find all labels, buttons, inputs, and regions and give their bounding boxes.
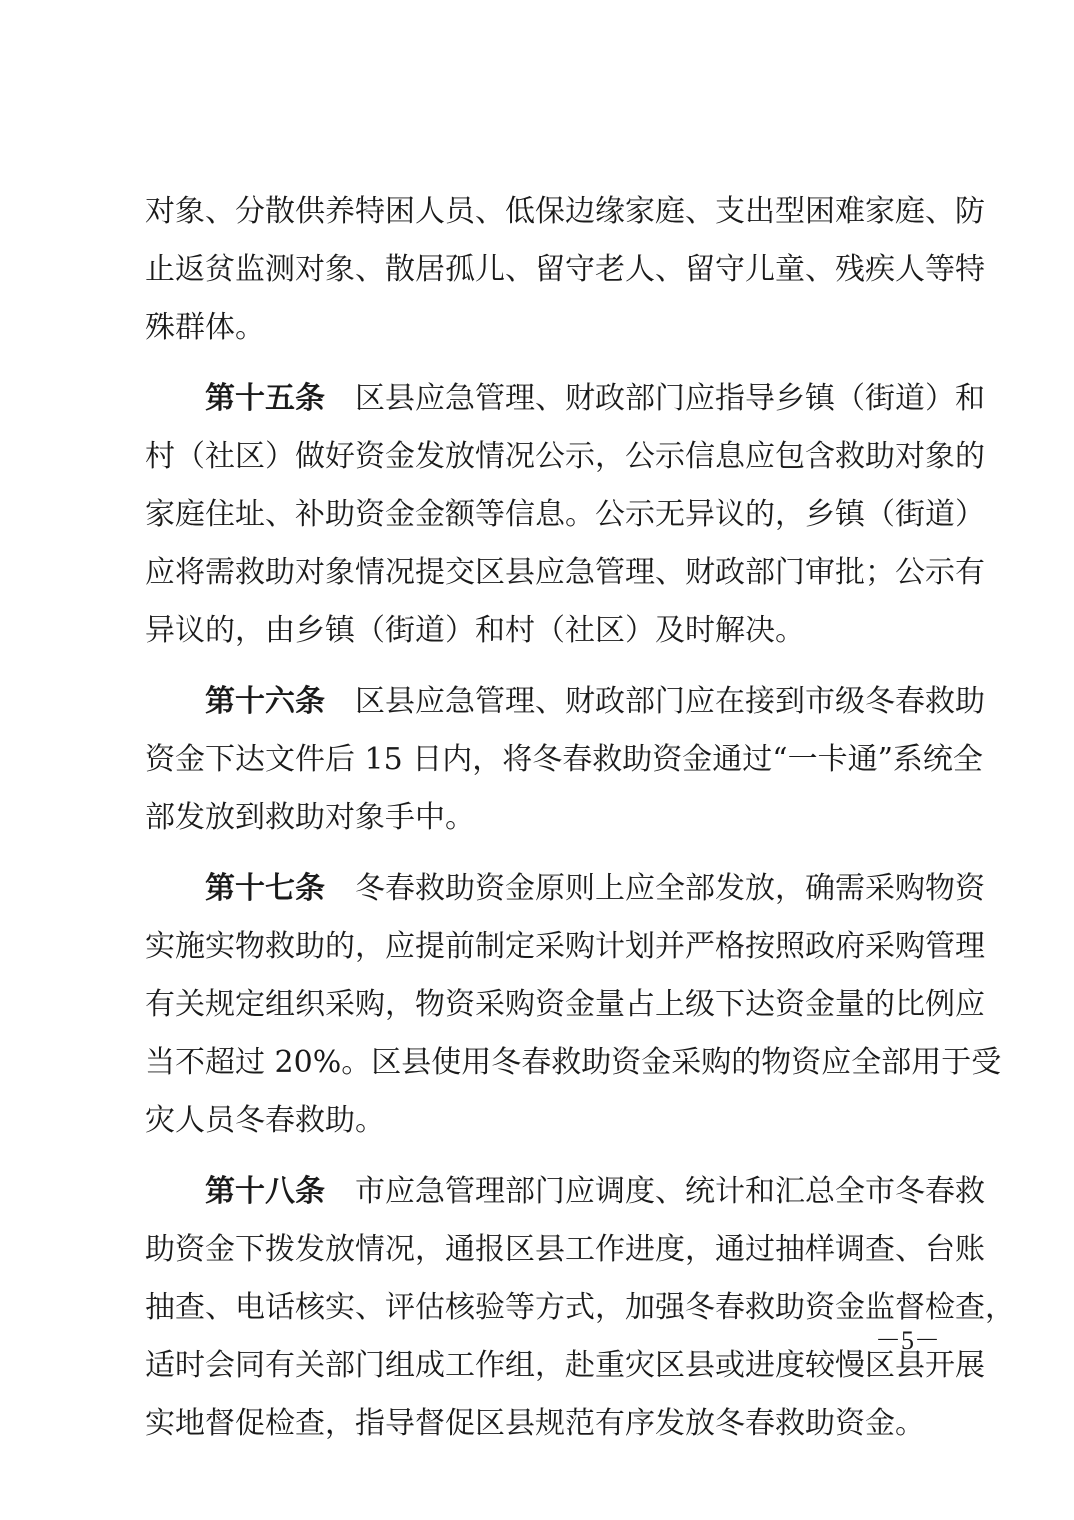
text-line — [145, 370, 985, 428]
text-line — [145, 1163, 985, 1221]
article-first-line: 区县应急管理、财政部门应指导乡镇（街道）和 — [355, 381, 985, 416]
text-line: 止返贫监测对象、散居孤儿、留守老人、留守儿童、残疾人等特 — [145, 252, 985, 287]
text-line: 异议的，由乡镇（街道）和村（社区）及时解决。 — [145, 613, 805, 648]
page-number: －5－ — [874, 1326, 940, 1355]
paragraph-article-15 — [145, 370, 985, 660]
document-body — [145, 183, 1015, 1453]
text-line: 当不超过 20%。区县使用冬春救助资金采购的物资应全部用于受 — [145, 1045, 1002, 1080]
paragraph-continuation — [145, 183, 985, 357]
text-line — [145, 860, 985, 918]
text-line — [145, 673, 985, 731]
paragraph-article-17 — [145, 860, 1002, 1150]
article-first-line: 区县应急管理、财政部门应在接到市级冬春救助 — [355, 684, 985, 719]
text-line: 应将需救助对象情况提交区县应急管理、财政部门审批；公示有 — [145, 555, 985, 590]
text-line: 实地督促检查，指导督促区县规范有序发放冬春救助资金。 — [145, 1406, 925, 1441]
text-line: 资金下达文件后 15 日内，将冬春救助资金通过“一卡通”系统全 — [145, 742, 983, 777]
text-line: 适时会同有关部门组成工作组，赴重灾区县或进度较慢区县开展 — [145, 1348, 985, 1383]
text-line: 家庭住址、补助资金金额等信息。公示无异议的，乡镇（街道） — [145, 497, 985, 532]
text-line: 对象、分散供养特困人员、低保边缘家庭、支出型困难家庭、防 — [145, 194, 985, 229]
article-heading: 第十六条 — [205, 684, 325, 719]
text-line: 实施实物救助的，应提前制定采购计划并严格按照政府采购管理 — [145, 929, 985, 964]
text-line: 有关规定组织采购，物资采购资金量占上级下达资金量的比例应 — [145, 987, 985, 1022]
paragraph-article-18 — [145, 1163, 1015, 1453]
article-first-line: 冬春救助资金原则上应全部发放，确需采购物资 — [355, 871, 985, 906]
text-line: 村（社区）做好资金发放情况公示，公示信息应包含救助对象的 — [145, 439, 985, 474]
text-line: 助资金下拨发放情况，通报区县工作进度，通过抽样调查、台账 — [145, 1232, 985, 1267]
paragraph-article-16 — [145, 673, 985, 847]
article-heading: 第十八条 — [205, 1174, 325, 1209]
article-heading: 第十五条 — [205, 381, 325, 416]
article-first-line: 市应急管理部门应调度、统计和汇总全市冬春救 — [355, 1174, 985, 1209]
text-line: 部发放到救助对象手中。 — [145, 800, 475, 835]
article-heading: 第十七条 — [205, 871, 325, 906]
text-line: 灾人员冬春救助。 — [145, 1103, 385, 1138]
text-line: 抽查、电话核实、评估核验等方式，加强冬春救助资金监督检查， — [145, 1290, 1015, 1325]
text-line: 殊群体。 — [145, 310, 265, 345]
